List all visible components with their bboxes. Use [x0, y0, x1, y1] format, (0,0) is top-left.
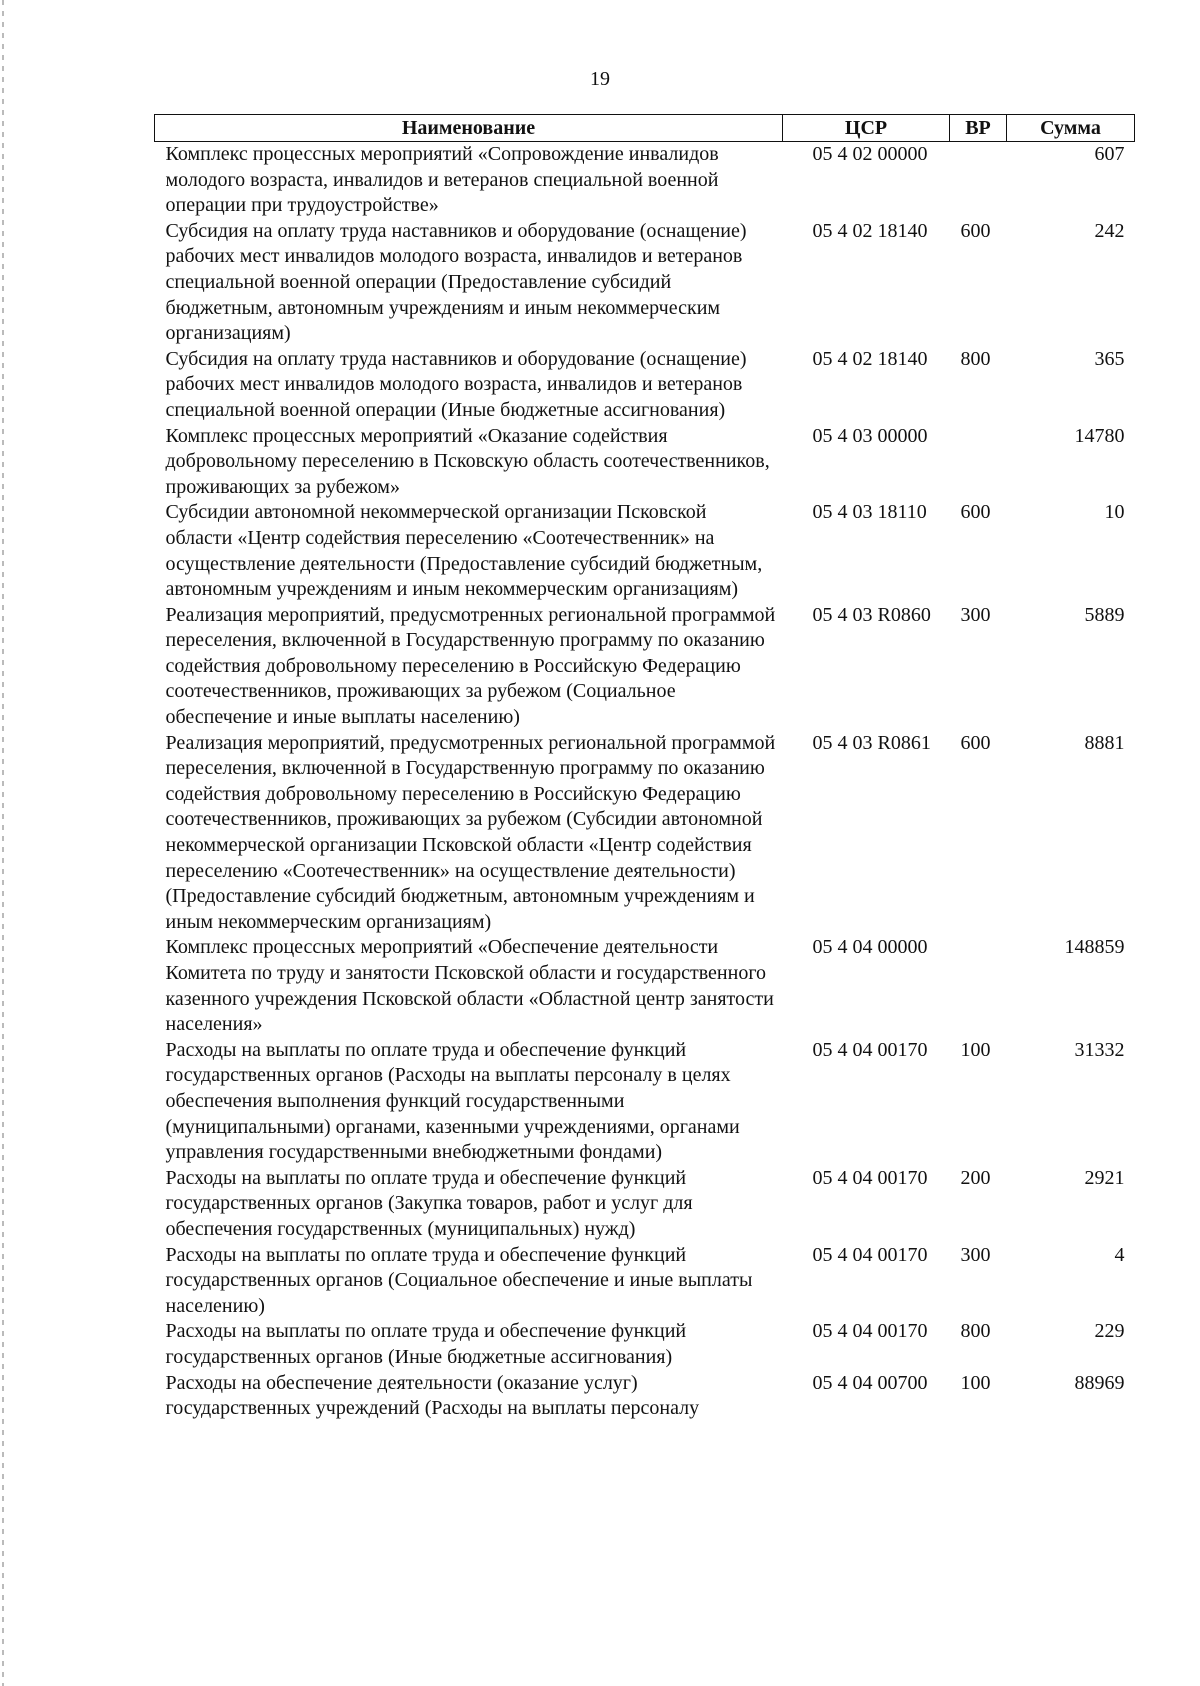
row-vr: 300: [960, 1243, 991, 1266]
row-sum: 14780: [1074, 424, 1125, 447]
row-vr: 600: [960, 219, 991, 242]
row-csr: 05 4 03 R0861: [812, 731, 931, 754]
table-row: [155, 731, 1135, 936]
row-name: Субсидия на оплату труда наставников и оборудование (оснащение) рабочих мест инвалидов молодого возраста, инвалидов и ветеранов специальной военной операции (Иные бюджетные ассигнования): [165, 347, 747, 421]
table-row: [155, 1371, 1135, 1422]
row-name: Комплекс процессных мероприятий «Оказание содействия добровольному переселению в Псковскую область соотечественников, проживающих за рубежом»: [165, 424, 770, 498]
row-csr: 05 4 02 18140: [812, 219, 928, 242]
row-sum: 229: [1094, 1320, 1125, 1343]
row-sum: 5889: [1084, 603, 1125, 626]
row-csr: 05 4 04 00170: [812, 1166, 928, 1189]
row-name: Реализация мероприятий, предусмотренных региональной программой переселения, включенной в Государственную программу по оказанию содействия добровольному переселению в Российскую Федерацию соотечественников, проживающих за рубежом (Социальное обеспечение и иные выплаты населению): [165, 603, 776, 729]
row-name: Субсидия на оплату труда наставников и оборудование (оснащение) рабочих мест инвалидов молодого возраста, инвалидов и ветеранов специальной военной операции (Предоставление субсидий бюджетным, автономным учреждениям и иным некоммерческим организациям): [165, 219, 747, 345]
table-header: [155, 115, 1135, 142]
row-csr: 05 4 03 18110: [812, 501, 927, 524]
row-vr: 300: [960, 603, 991, 626]
row-vr: 600: [960, 731, 991, 754]
row-sum: 4: [1114, 1243, 1125, 1266]
row-csr: 05 4 02 00000: [812, 143, 928, 165]
row-vr: 800: [960, 347, 991, 370]
row-csr: 05 4 03 R0860: [812, 603, 931, 626]
budget-table: [154, 114, 1135, 1422]
table-row: [155, 1319, 1135, 1370]
row-sum: 8881: [1084, 731, 1125, 754]
table-row: [155, 500, 1135, 602]
row-csr: 05 4 04 00170: [812, 1320, 928, 1343]
row-sum: 31332: [1074, 1038, 1125, 1061]
row-name: Комплекс процессных мероприятий «Сопровождение инвалидов молодого возраста, инвалидов и ветеранов специальной военной операции при трудоустройстве»: [165, 143, 719, 217]
table-row: [155, 347, 1135, 424]
header-csr: ЦСР: [783, 115, 950, 142]
row-sum: 242: [1094, 219, 1125, 242]
table-row: [155, 142, 1135, 219]
table-row: [155, 1166, 1135, 1243]
row-name: Расходы на выплаты по оплате труда и обеспечение функций государственных органов (Расходы на выплаты персоналу в целях обеспечения выполнения функций государственными (муниципальными) органами, казенными учреждениями, органами управления государственными внебюджетными фондами): [165, 1038, 740, 1164]
row-vr: 100: [960, 1038, 991, 1061]
row-csr: 05 4 04 00700: [812, 1371, 928, 1394]
row-name: Субсидии автономной некоммерческой организации Псковской области «Центр содействия переселению «Соотечественник» на осуществление деятельности (Предоставление субсидий бюджетным, автономным учреждениям и иным некоммерческим организациям): [165, 501, 763, 601]
table-row: [155, 603, 1135, 731]
table-row: [155, 935, 1135, 1037]
row-name: Расходы на выплаты по оплате труда и обеспечение функций государственных органов (Закупка товаров, работ и услуг для обеспечения государственных (муниципальных) нужд): [165, 1166, 693, 1240]
row-name: Реализация мероприятий, предусмотренных региональной программой переселения, включенной в Государственную программу по оказанию содействия добровольному переселению в Российскую Федерацию соотечественников, проживающих за рубежом (Субсидии автономной некоммерческой организации Псковской области «Центр содействия переселению «Соотечественник» на осуществление деятельности) (Предоставление субсидий бюджетным, автономным учреждениям и иным некоммерческим организациям): [165, 731, 776, 933]
table-body: [155, 142, 1135, 1422]
scan-edge: [2, 0, 4, 1686]
row-vr: 800: [960, 1320, 991, 1343]
row-csr: 05 4 04 00170: [812, 1038, 928, 1061]
row-sum: 88969: [1074, 1371, 1125, 1394]
row-vr: [950, 142, 1007, 219]
table-row: [155, 219, 1135, 347]
row-vr: [950, 424, 1007, 501]
row-name: Расходы на выплаты по оплате труда и обеспечение функций государственных органов (Иные бюджетные ассигнования): [165, 1320, 687, 1368]
table-row: [155, 424, 1135, 501]
row-sum: 10: [1104, 501, 1125, 524]
header-sum: Сумма: [1007, 115, 1135, 142]
row-csr: 05 4 04 00000: [812, 936, 928, 959]
row-name: Расходы на обеспечение деятельности (оказание услуг) государственных учреждений (Расходы на выплаты персоналу: [165, 1371, 700, 1420]
row-sum: 2921: [1084, 1166, 1125, 1189]
header-name: Наименование: [155, 115, 783, 142]
table-row: [155, 1038, 1135, 1166]
row-csr: 05 4 04 00170: [812, 1243, 928, 1266]
header-vr: ВР: [950, 115, 1007, 142]
row-vr: 200: [960, 1166, 991, 1189]
row-name: Комплекс процессных мероприятий «Обеспечение деятельности Комитета по труду и занятости Псковской области и государственного казенного учреждения Псковской области «Областной центр занятости населения»: [165, 936, 774, 1036]
row-vr: [950, 935, 1007, 1037]
page-number: 19: [590, 68, 610, 90]
row-sum: 365: [1094, 347, 1125, 370]
row-csr: 05 4 02 18140: [812, 347, 928, 370]
row-csr: 05 4 03 00000: [812, 424, 928, 447]
row-vr: 100: [960, 1371, 991, 1394]
row-sum: 148859: [1064, 936, 1125, 959]
row-vr: 600: [960, 501, 991, 524]
header-row: [155, 115, 1135, 142]
table-row: [155, 1243, 1135, 1320]
row-name: Расходы на выплаты по оплате труда и обеспечение функций государственных органов (Социальное обеспечение и иные выплаты населению): [165, 1243, 753, 1317]
row-sum: 607: [1094, 143, 1125, 165]
